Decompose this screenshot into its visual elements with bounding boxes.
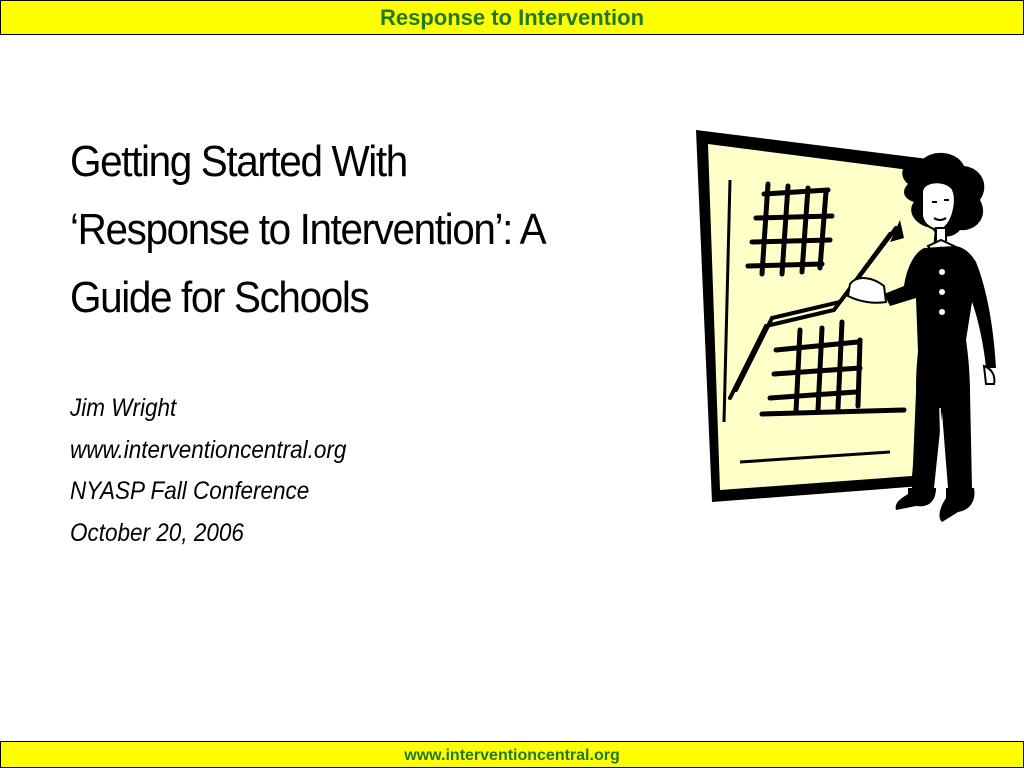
presenter-details <box>70 388 346 554</box>
event-name: NYASP Fall Conference <box>70 477 310 505</box>
footer-url[interactable]: www.interventioncentral.org <box>404 747 620 764</box>
title-line-3: Guide for Schools <box>70 273 369 322</box>
author-name: Jim Wright <box>70 394 177 422</box>
slide-title <box>70 128 640 332</box>
header-title: Response to Intervention <box>379 5 645 30</box>
title-line-1: Getting Started With <box>70 137 407 186</box>
header-banner <box>0 0 1024 35</box>
presenter-at-chart-icon <box>690 122 1005 532</box>
event-date: October 20, 2006 <box>70 518 244 547</box>
author-website[interactable]: www.interventioncentral.org <box>70 435 347 464</box>
title-line-2: ‘Response to Intervention’: A <box>70 205 546 254</box>
footer-banner <box>0 741 1024 768</box>
